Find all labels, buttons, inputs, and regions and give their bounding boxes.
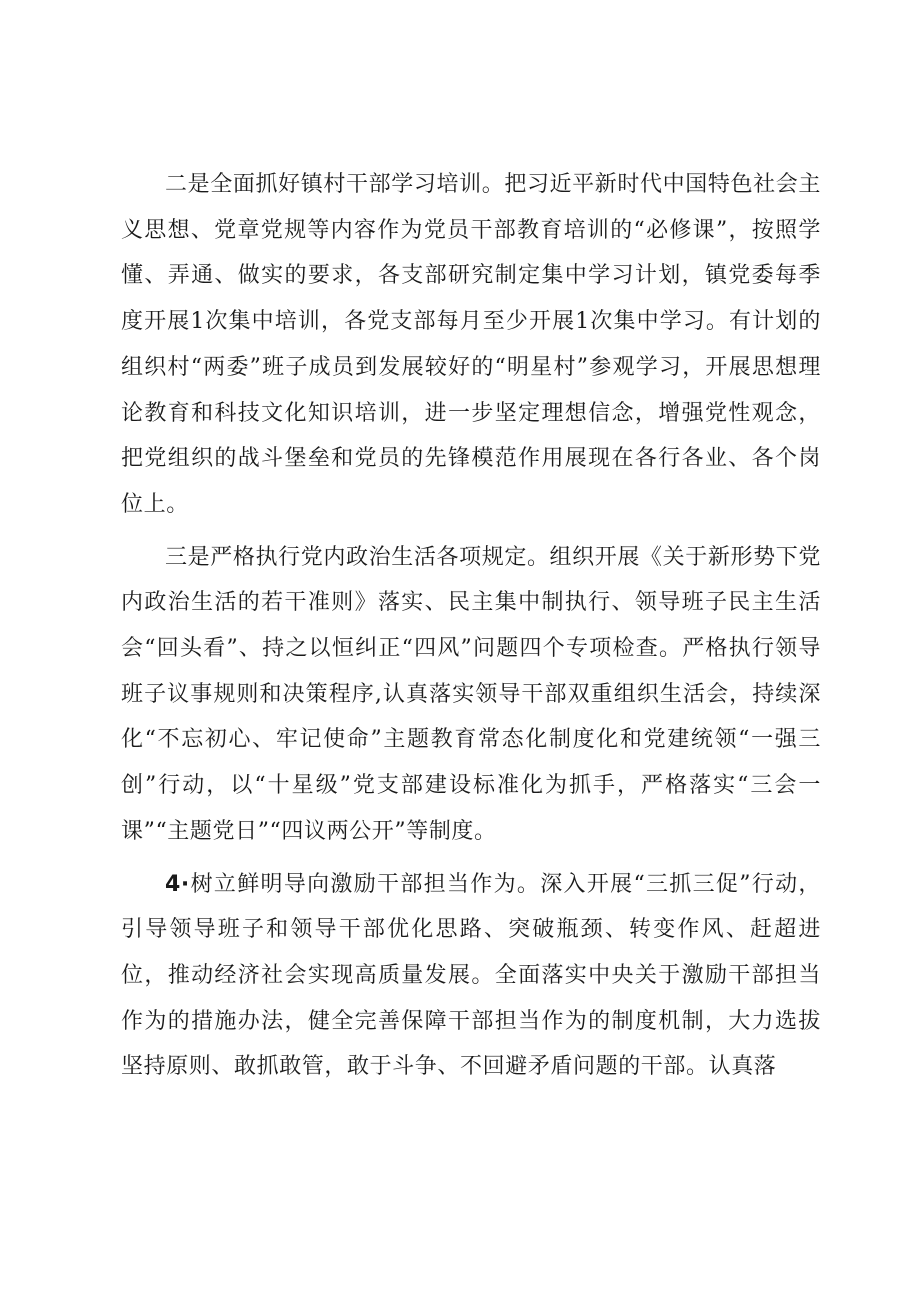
- paragraph-incentive-text: 树立鲜明导向激励干部担当作为。深入开展“三抓三促”行动，引导领导班子和领导干部优化思路、突破瓶颈、转变作风、赶超进位，推动经济社会实现高质量发展。全面落实中央关于激励干部担当作为的措施办法，健全完善保障干部担当作为的制度机制，大力选拔坚持原则、敢抓敢管，敢于斗争、不回避矛盾问题的干部。认真落: [121, 871, 821, 1080]
- paragraph-training: [121, 162, 821, 528]
- paragraph-incentive: [121, 862, 821, 1091]
- paragraph-training-text: 二是全面抓好镇村干部学习培训。把习近平新时代中国特色社会主义思想、党章党规等内容作为党员干部教育培训的“必修课”，按照学懂、弄通、做实的要求，各支部研究制定集中学习计划，镇党委每季度开展1次集中培训，各党支部每月至少开展1次集中学习。有计划的组织村“两委”班子成员到发展较好的“明星村”参观学习，开展思想理论教育和科技文化知识培训，进一步坚定理想信念，增强党性观念，把党组织的战斗堡垒和党员的先锋模范作用展现在各行各业、各个岗位上。: [121, 172, 821, 517]
- document-body: [121, 162, 821, 1097]
- paragraph-number: 4·: [165, 871, 190, 897]
- paragraph-political-life-text: 三是严格执行党内政治生活各项规定。组织开展《关于新形势下党内政治生活的若干准则》落实、民主集中制执行、领导班子民主生活会“回头看”、持之以恒纠正“四风”问题四个专项检查。严格执行领导班子议事规则和决策程序,认真落实领导干部双重组织生活会，持续深化“不忘初心、牢记使命”主题教育常态化制度化和党建统领“一强三创”行动，以“十星级”党支部建设标准化为抓手，严格落实“三会一课”“主题党日”“四议两公开”等制度。: [121, 544, 821, 844]
- paragraph-political-life: [121, 535, 821, 855]
